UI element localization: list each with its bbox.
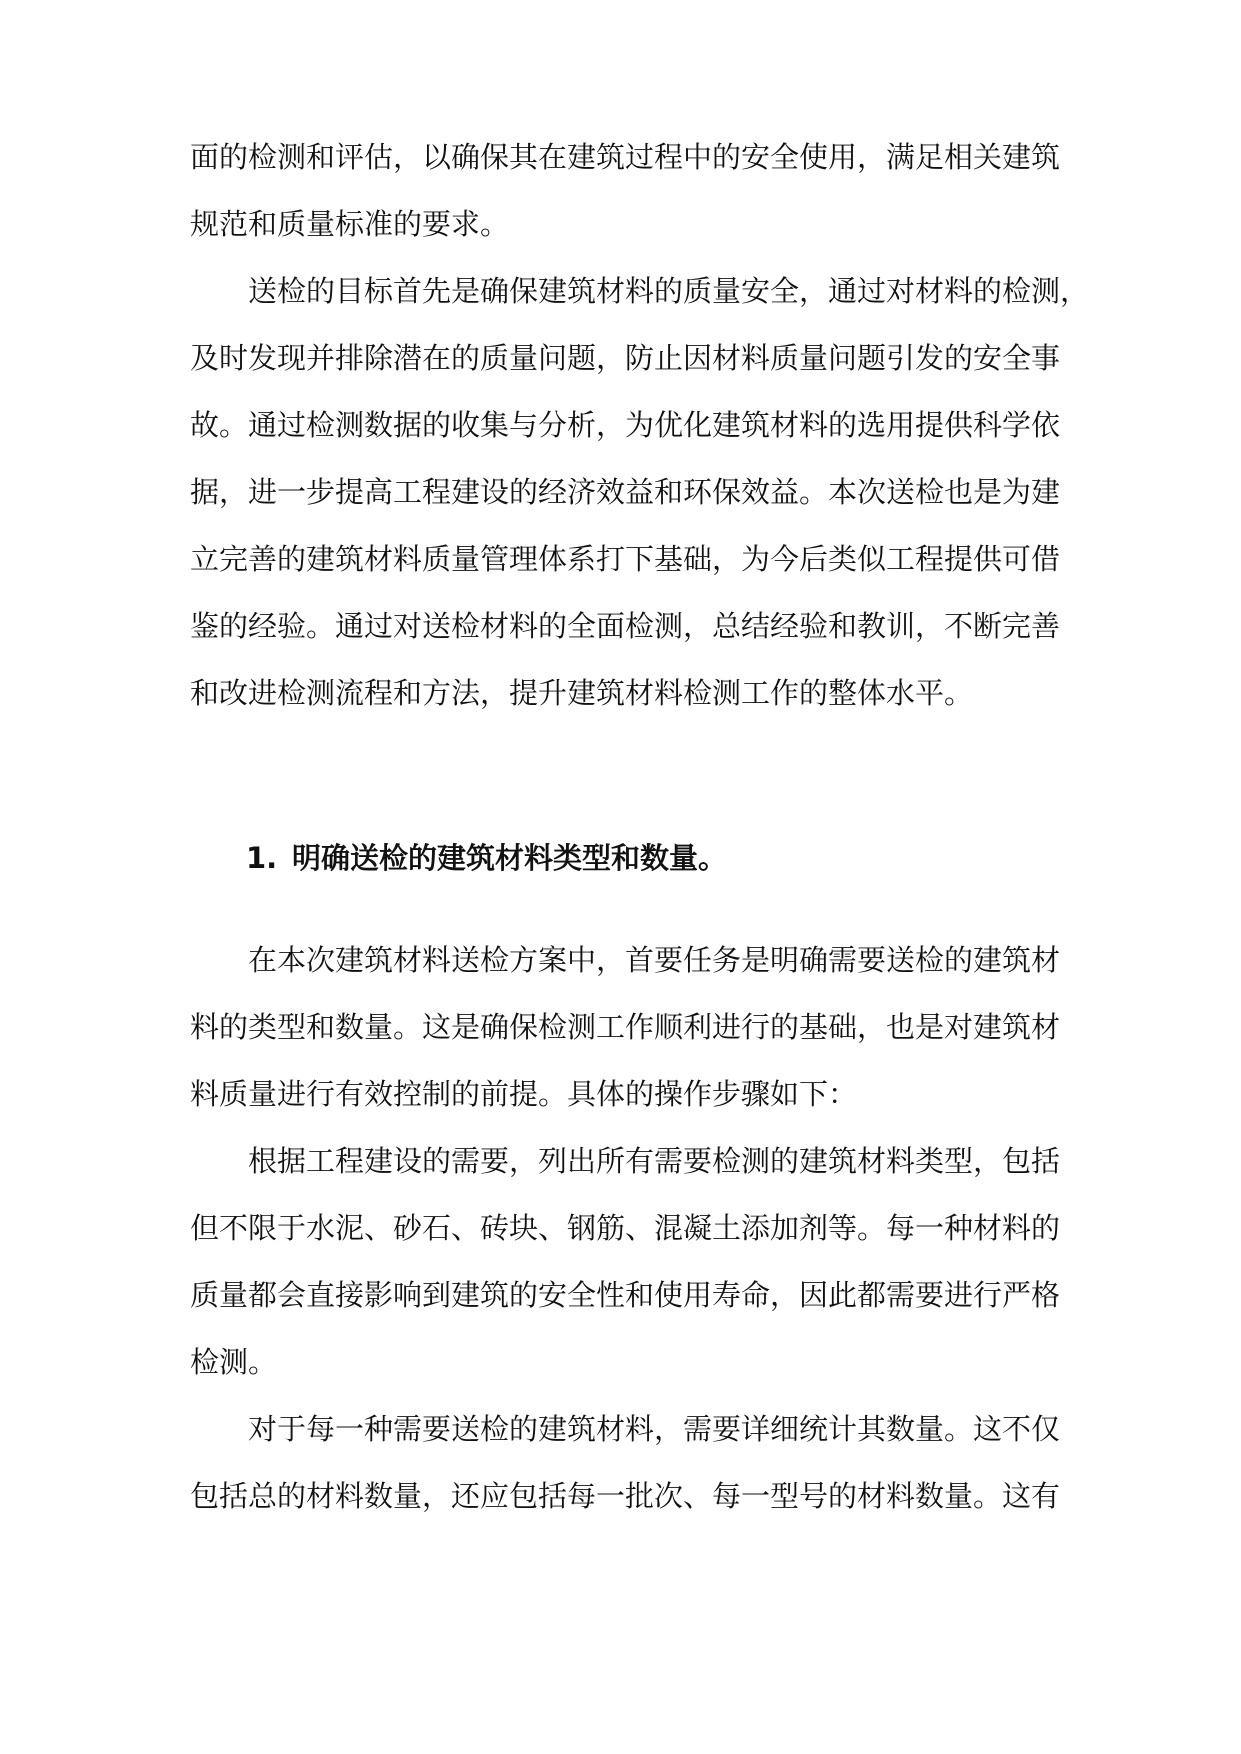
paragraph-quantity-line-2: 包括总的材料数量，还应包括每一批次、每一型号的材料数量。这有 (190, 1479, 1061, 1513)
paragraph-goals-line-2: 及时发现并排除潜在的质量问题，防止因材料质量问题引发的安全事 (190, 341, 1061, 375)
paragraph-goals-line-1: 送检的目标首先是确保建筑材料的质量安全，通过对材料的检测， (248, 274, 1090, 308)
paragraph-types-line-4: 检测。 (190, 1345, 278, 1379)
paragraph-task-line-3: 料质量进行有效控制的前提。具体的操作步骤如下： (190, 1077, 858, 1111)
paragraph-types-line-3: 质量都会直接影响到建筑的安全性和使用寿命，因此都需要进行严格 (190, 1278, 1061, 1312)
section-heading-1 (246, 838, 727, 878)
paragraph-goals-line-3: 故。通过检测数据的收集与分析，为优化建筑材料的选用提供科学依 (190, 408, 1061, 442)
section-heading-text: 明确送检的建筑材料类型和数量。 (292, 841, 728, 875)
paragraph-continued-line-1: 面的检测和评估，以确保其在建筑过程中的安全使用，满足相关建筑 (190, 140, 1061, 174)
paragraph-task-line-1: 在本次建筑材料送检方案中，首要任务是明确需要送检的建筑材 (248, 943, 1061, 977)
paragraph-types-line-1: 根据工程建设的需要，列出所有需要检测的建筑材料类型，包括 (248, 1144, 1061, 1178)
section-heading-number: 1. (246, 841, 278, 875)
paragraph-goals-line-6: 鉴的经验。通过对送检材料的全面检测，总结经验和教训，不断完善 (190, 609, 1061, 643)
paragraph-goals-line-5: 立完善的建筑材料质量管理体系打下基础，为今后类似工程提供可借 (190, 542, 1061, 576)
paragraph-quantity-line-1: 对于每一种需要送检的建筑材料，需要详细统计其数量。这不仅 (248, 1412, 1061, 1446)
paragraph-types-line-2: 但不限于水泥、砂石、砖块、钢筋、混凝土添加剂等。每一种材料的 (190, 1211, 1061, 1245)
paragraph-goals-line-7: 和改进检测流程和方法，提升建筑材料检测工作的整体水平。 (190, 676, 974, 710)
paragraph-goals-line-4: 据，进一步提高工程建设的经济效益和环保效益。本次送检也是为建 (190, 475, 1061, 509)
paragraph-task-line-2: 料的类型和数量。这是确保检测工作顺利进行的基础，也是对建筑材 (190, 1010, 1061, 1044)
paragraph-continued-line-2: 规范和质量标准的要求。 (190, 207, 510, 241)
